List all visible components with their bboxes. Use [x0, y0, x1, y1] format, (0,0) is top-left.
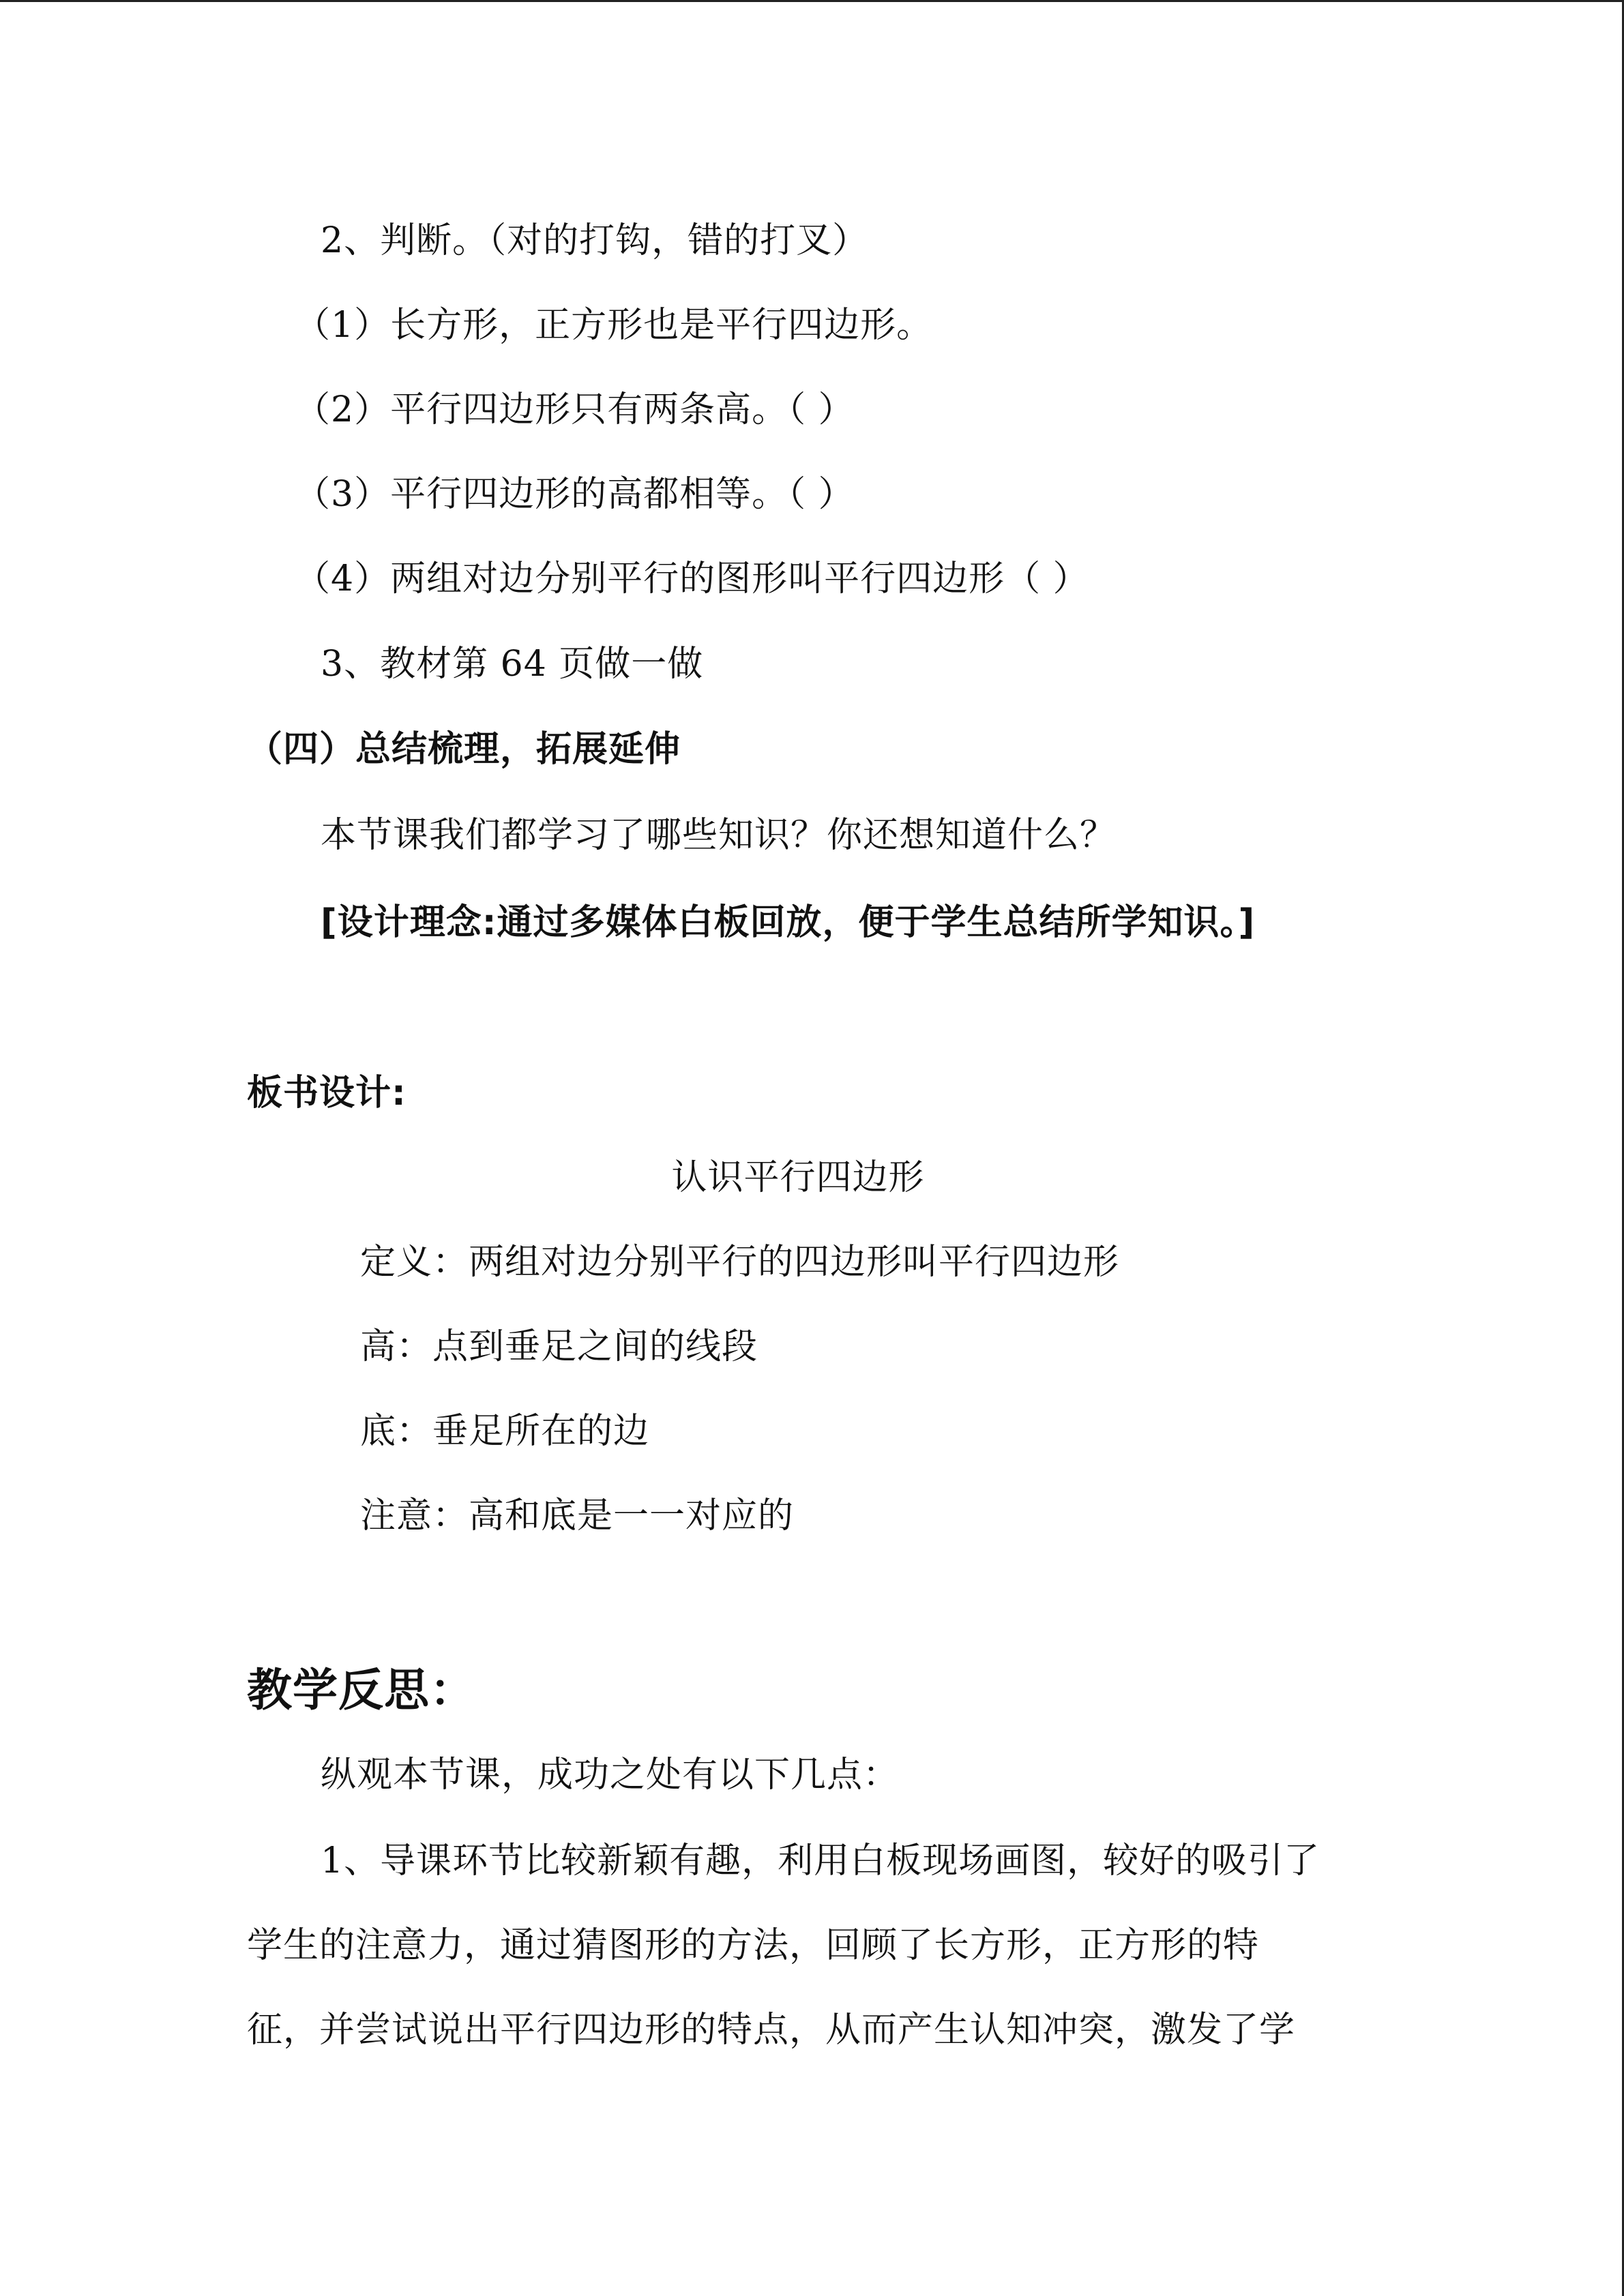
exercise-question-1: （1）长方形，正方形也是平行四边形。 — [295, 305, 933, 346]
exercise-3-item: 3、教材第 64 页做一做 — [321, 644, 704, 685]
board-height: 高：点到垂足之间的线段 — [360, 1326, 758, 1367]
board-design-heading: 板书设计: — [247, 1073, 407, 1114]
exercise-question-3: （3）平行四边形的高都相等。（ ） — [295, 474, 855, 515]
summary-heading: （四）总结梳理，拓展延伸 — [247, 729, 681, 770]
reflection-paragraph-line-1: 1、导课环节比较新颖有趣，利用白板现场画图，较好的吸引了 — [321, 1840, 1320, 1881]
board-title: 认识平行四边形 — [671, 1157, 925, 1198]
design-note: [设计理念:通过多媒体白板回放，便于学生总结所学知识。] — [321, 902, 1256, 943]
exercise-question-4: （4）两组对边分别平行的图形叫平行四边形（ ） — [295, 558, 1089, 599]
reflection-paragraph-line-3: 征，并尝试说出平行四边形的特点，从而产生认知冲突，激发了学 — [247, 2010, 1296, 2051]
reflection-heading: 教学反思： — [247, 1664, 475, 1716]
summary-question: 本节课我们都学习了哪些知识？你还想知道什么？ — [321, 815, 1117, 856]
board-note: 注意：高和底是一一对应的 — [360, 1495, 795, 1536]
exercise-2-title: 2、判断。（对的打钩，错的打叉） — [321, 220, 869, 261]
board-base: 底：垂足所在的边 — [360, 1411, 650, 1452]
exercise-question-2: （2）平行四边形只有两条高。（ ） — [295, 389, 855, 430]
reflection-paragraph-line-2: 学生的注意力，通过猜图形的方法，回顾了长方形，正方形的特 — [247, 1925, 1260, 1966]
board-definition: 定义：两组对边分别平行的四边形叫平行四边形 — [360, 1242, 1120, 1283]
reflection-intro: 纵观本节课，成功之处有以下几点： — [321, 1755, 900, 1795]
